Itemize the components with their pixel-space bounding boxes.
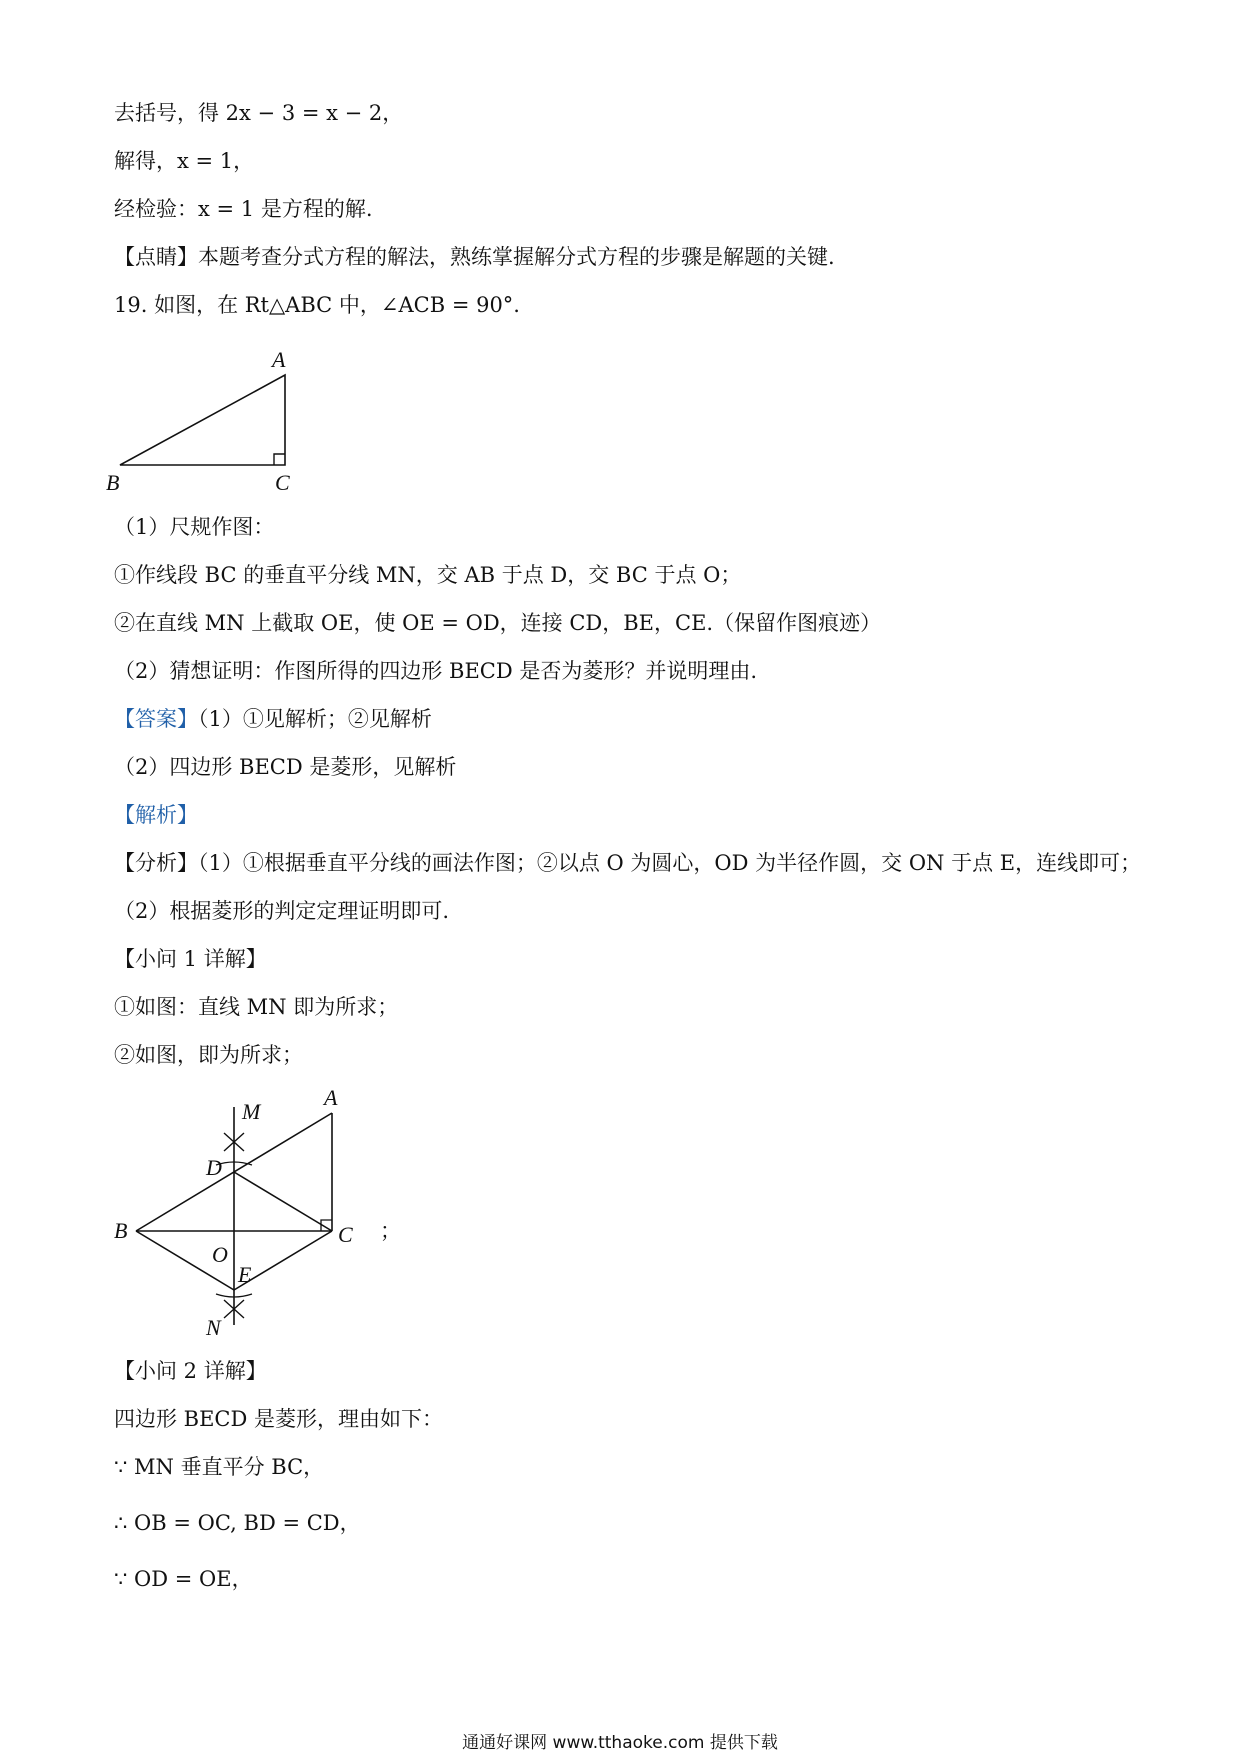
section-header: 【小问 2 详解】 — [114, 1359, 267, 1383]
rhombus-figure — [100, 1085, 400, 1345]
answer-tag: 【答案】 — [114, 707, 198, 731]
text-line: （2）根据菱形的判定定理证明即可. — [114, 899, 450, 923]
label-A: A — [324, 1085, 338, 1110]
label-B: B — [106, 470, 120, 495]
text-line: 【点睛】本题考查分式方程的解法，熟练掌握解分式方程的步骤是解题的关键. — [114, 245, 835, 269]
label-C: C — [275, 470, 290, 495]
section-header: 【小问 1 详解】 — [114, 947, 267, 971]
label-E: E — [238, 1262, 252, 1287]
analysis-tag: 【解析】 — [114, 803, 198, 827]
answer-text: （1）①见解析；②见解析 — [198, 707, 432, 731]
text-line: ①作线段 BC 的垂直平分线 MN，交 AB 于点 D，交 BC 于点 O； — [114, 563, 742, 587]
text-line: ∵ OD = OE， — [114, 1567, 253, 1591]
text-line: （2）猜想证明：作图所得的四边形 BECD 是否为菱形？并说明理由. — [114, 659, 758, 683]
text-line: 经检验：x = 1 是方程的解. — [114, 197, 373, 221]
text-line: ①如图：直线 MN 即为所求； — [114, 995, 399, 1019]
text-line: ∴ OB = OC, BD = CD， — [114, 1511, 361, 1535]
label-C: C — [338, 1222, 353, 1247]
label-M: M — [242, 1099, 261, 1124]
text-line: （1）尺规作图： — [114, 515, 275, 539]
text-line: 四边形 BECD 是菱形，理由如下： — [114, 1407, 444, 1431]
text-line: ∵ MN 垂直平分 BC， — [114, 1455, 325, 1479]
problem-statement: 19. 如图，在 Rt△ABC 中，∠ACB = 90°. — [114, 293, 520, 317]
text-line: 【分析】（1）①根据垂直平分线的画法作图；②以点 O 为圆心，OD 为半径作圆，交 ON 于点 E，连线即可； — [114, 851, 1142, 875]
label-N: N — [206, 1315, 221, 1340]
label-D: D — [206, 1155, 222, 1180]
text-line: （2）四边形 BECD 是菱形，见解析 — [114, 755, 457, 779]
label-O: O — [212, 1242, 228, 1267]
trailing-punct: ； — [380, 1219, 401, 1243]
answer-line — [114, 704, 432, 734]
triangle-figure — [100, 340, 320, 500]
text-line: ②如图，即为所求； — [114, 1043, 303, 1067]
label-A: A — [272, 347, 286, 372]
page-footer: 通通好课网 www.tthaoke.com 提供下载 — [462, 1733, 778, 1753]
label-B: B — [114, 1218, 128, 1243]
text-line: 解得，x = 1， — [114, 149, 255, 173]
text-line: ②在直线 MN 上截取 OE，使 OE = OD，连接 CD，BE，CE.（保留作图痕迹） — [114, 611, 882, 635]
text-line: 去括号，得 2x − 3 = x − 2， — [114, 101, 404, 125]
